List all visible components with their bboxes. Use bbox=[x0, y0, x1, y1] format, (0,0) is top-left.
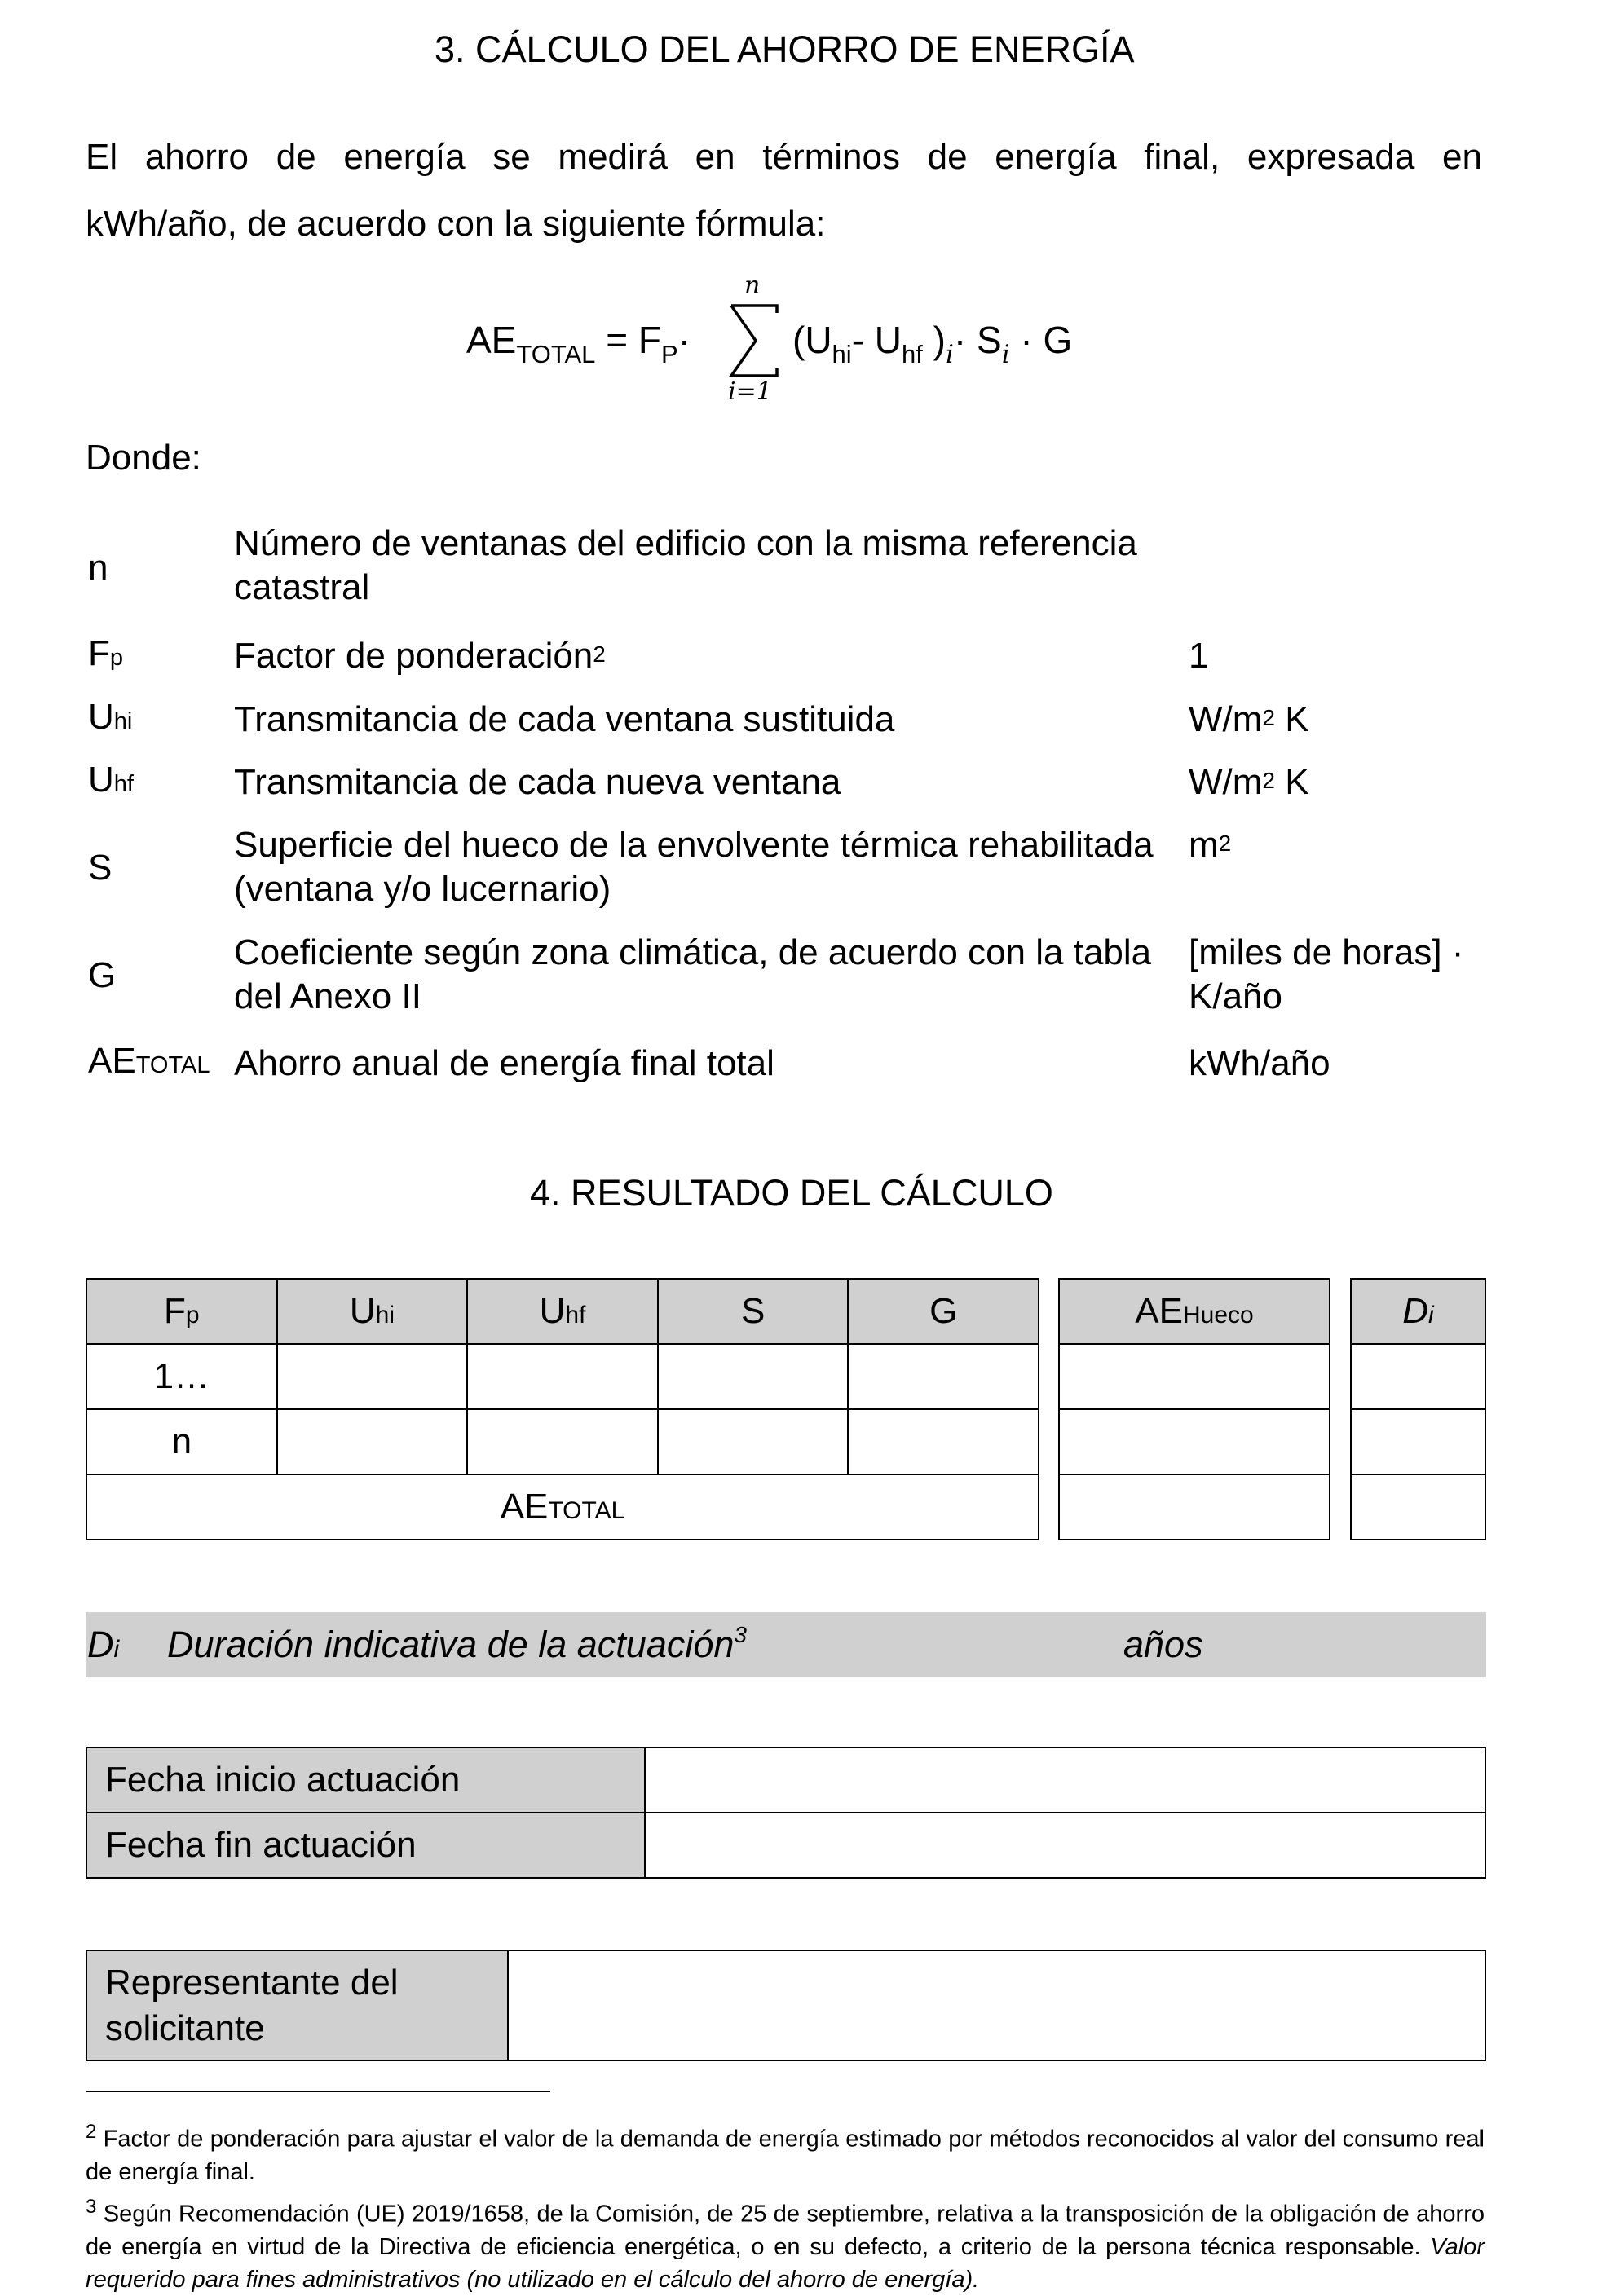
header-g: G bbox=[848, 1279, 1039, 1344]
formula-ae: AE bbox=[466, 319, 517, 361]
formula-i1: i bbox=[945, 340, 954, 369]
definition-unit-g: [miles de horas] · K/año bbox=[1189, 932, 1464, 1016]
end-date-field[interactable] bbox=[645, 1813, 1485, 1878]
definition-unit-aetotal: kWh/año bbox=[1189, 1043, 1330, 1083]
footnote-2 bbox=[86, 2116, 1485, 2188]
header-uhi: Uhi bbox=[277, 1279, 468, 1344]
start-date-label: Fecha inicio actuación bbox=[86, 1747, 645, 1813]
result-table-ae-hueco bbox=[1058, 1278, 1330, 1540]
duration-label: Duración indicativa de la actuación$^3$ bbox=[167, 1622, 747, 1665]
definition-symbol-uhf: Uhf bbox=[88, 760, 134, 800]
sum-upper-limit: n bbox=[744, 271, 761, 300]
intro-line-2: kWh/año, de acuerdo con la siguiente fórmula: bbox=[86, 204, 826, 244]
dates-table bbox=[86, 1747, 1486, 1879]
definition-desc-s: Superficie del hueco de la envolvente térmica rehabilitada (ventana y/o lucernario) bbox=[234, 825, 1154, 909]
representative-label: Representante del solicitante bbox=[86, 1950, 508, 2060]
formula-open: (U bbox=[792, 319, 832, 361]
input-cell-ae-hueco-n[interactable] bbox=[1059, 1409, 1330, 1474]
definition-desc-g: Coeficiente según zona climática, de acuerdo con la tabla del Anexo II bbox=[234, 932, 1152, 1016]
duration-unit: años bbox=[1123, 1624, 1203, 1665]
definition-desc-n: Número de ventanas del edificio con la misma referencia catastral bbox=[234, 523, 1137, 607]
start-date-field[interactable] bbox=[645, 1747, 1485, 1813]
input-cell-s-1[interactable] bbox=[658, 1344, 849, 1409]
input-cell-ae-hueco-1[interactable] bbox=[1059, 1344, 1330, 1409]
definition-symbol-fp: Fp bbox=[88, 633, 124, 673]
input-cell-di-total[interactable] bbox=[1351, 1474, 1485, 1540]
summation-symbol bbox=[728, 303, 780, 378]
input-cell-uhf-n[interactable] bbox=[467, 1409, 658, 1474]
input-cell-di-n[interactable] bbox=[1351, 1409, 1485, 1474]
result-header-row bbox=[86, 1279, 1039, 1344]
header-ae-hueco: AEHueco bbox=[1059, 1279, 1330, 1344]
definition-desc-uhi: Transmitancia de cada ventana sustituida bbox=[234, 699, 895, 739]
definition-desc-uhf: Transmitancia de cada nueva ventana bbox=[234, 762, 841, 802]
intro-paragraph bbox=[86, 124, 1482, 258]
input-cell-s-n[interactable] bbox=[658, 1409, 849, 1474]
row-label-1: 1… bbox=[86, 1344, 277, 1409]
input-cell-uhi-1[interactable] bbox=[277, 1344, 468, 1409]
energy-savings-formula bbox=[466, 318, 691, 368]
result-table-di bbox=[1350, 1278, 1486, 1540]
total-label: AETOTAL bbox=[86, 1474, 1039, 1540]
formula-dot: · bbox=[677, 319, 691, 361]
total-row bbox=[86, 1474, 1039, 1540]
formula-dot2: · S bbox=[953, 319, 1002, 361]
representative-field[interactable] bbox=[508, 1950, 1485, 2060]
formula-ae-sub: TOTAL bbox=[516, 340, 596, 368]
formula-i2: i bbox=[1001, 340, 1010, 369]
footnote-2-text: Factor de ponderación para ajustar el valor de la demanda de energía estimado por métodos reconocidos al valor del consumo real de energía final. bbox=[86, 2126, 1485, 2185]
definition-desc-aetotal: Ahorro anual de energía final total bbox=[234, 1043, 774, 1083]
formula-fp-sub: P bbox=[660, 340, 678, 368]
definition-unit-s: $m^2$ bbox=[1189, 825, 1232, 865]
definition-symbol-g: G bbox=[88, 955, 117, 995]
footnote-2-number: 2 bbox=[86, 2121, 97, 2143]
header-di: Di bbox=[1351, 1279, 1485, 1344]
row-label-n: n bbox=[86, 1409, 277, 1474]
end-date-label: Fecha fin actuación bbox=[86, 1813, 645, 1878]
sum-lower-limit: i=1 bbox=[728, 377, 772, 406]
formula-eq: = F bbox=[595, 319, 661, 361]
formula-uhf-sub: hf bbox=[902, 340, 923, 368]
section-4-heading: 4. RESULTADO DEL CÁLCULO bbox=[530, 1172, 1053, 1214]
formula-right-part bbox=[792, 318, 1073, 369]
input-cell-uhf-1[interactable] bbox=[467, 1344, 658, 1409]
input-cell-g-1[interactable] bbox=[848, 1344, 1039, 1409]
duration-band bbox=[86, 1612, 1486, 1677]
header-s: S bbox=[658, 1279, 849, 1344]
input-cell-ae-total[interactable] bbox=[1059, 1474, 1330, 1540]
sigma-icon bbox=[728, 303, 780, 378]
definition-symbol-n: n bbox=[88, 548, 108, 588]
footnote-3-italic: Valor requerido para fines administrativos (no utilizado en el cálculo del ahorro de energía). bbox=[86, 2233, 1485, 2293]
definition-unit-uhf: $W/m^2$ K bbox=[1189, 762, 1309, 802]
footnote-separator bbox=[86, 2091, 550, 2092]
definition-desc-fp: Factor de ponderación$^2$ bbox=[234, 636, 606, 676]
input-cell-g-n[interactable] bbox=[848, 1409, 1039, 1474]
definition-unit-fp: 1 bbox=[1189, 636, 1209, 676]
input-cell-uhi-n[interactable] bbox=[277, 1409, 468, 1474]
formula-close: ) bbox=[922, 319, 946, 361]
definition-symbol-s: S bbox=[88, 848, 113, 888]
definition-symbol-uhi: Uhi bbox=[88, 697, 133, 737]
table-row bbox=[86, 1344, 1039, 1409]
duration-symbol: Di bbox=[87, 1624, 120, 1665]
definition-symbol-aetotal: AETOTAL bbox=[88, 1041, 210, 1081]
header-fp: Fp bbox=[86, 1279, 277, 1344]
input-cell-di-1[interactable] bbox=[1351, 1344, 1485, 1409]
formula-minus: - U bbox=[851, 319, 902, 361]
section-3-heading: 3. CÁLCULO DEL AHORRO DE ENERGÍA bbox=[435, 29, 1135, 70]
definition-unit-uhi: $W/m^2$ K bbox=[1189, 699, 1309, 739]
intro-line-1: El ahorro de energía se medirá en términos de energía final, expresada en bbox=[86, 137, 1482, 177]
header-uhf: Uhf bbox=[467, 1279, 658, 1344]
footnote-3-number: 3 bbox=[86, 2196, 97, 2218]
formula-g: · G bbox=[1009, 319, 1073, 361]
footnote-3 bbox=[86, 2191, 1485, 2296]
result-table-main bbox=[86, 1278, 1039, 1540]
table-row bbox=[86, 1409, 1039, 1474]
formula-uhi-sub: hi bbox=[832, 340, 852, 368]
footnote-3-text: Según Recomendación (UE) 2019/1658, de la Comisión, de 25 de septiembre, relativa a la transposición de la obligación de ahorro de energía en virtud de la Directiva de eficiencia energética, o en su defecto, a criterio de la persona técnica responsable. bbox=[86, 2201, 1485, 2260]
donde-label: Donde: bbox=[86, 438, 201, 478]
representative-table bbox=[86, 1950, 1486, 2061]
